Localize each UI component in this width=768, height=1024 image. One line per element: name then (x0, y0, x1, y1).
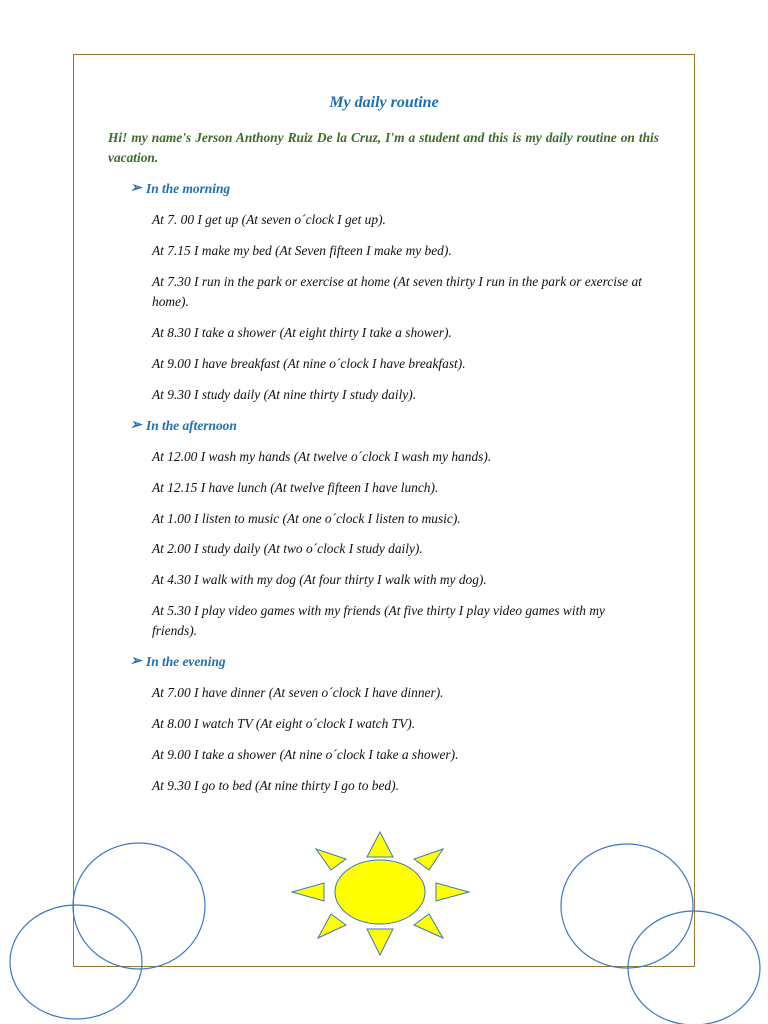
list-item: At 8.30 I take a shower (At eight thirty I take a shower). (152, 325, 452, 340)
list-item: At 5.30 I play video games with my friends (At five thirty I play video games with my friends). (152, 603, 605, 638)
section-heading-afternoon (130, 416, 237, 436)
list-item: At 9.30 I study daily (At nine thirty I study daily). (152, 387, 417, 402)
arrow-bullet-icon: ➢ (130, 181, 142, 196)
list-item: At 7.15 I make my bed (At Seven fifteen I make my bed). (152, 243, 452, 258)
list-item: At 9.30 I go to bed (At nine thirty I go to bed). (152, 778, 399, 793)
list-item: At 7.30 I run in the park or exercise at home (At seven thirty I run in the park or exercise at home). (152, 274, 642, 309)
arrow-bullet-icon: ➢ (130, 654, 142, 669)
list-item: At 9.00 I have breakfast (At nine o´clock I have breakfast). (152, 356, 466, 371)
list-item: At 12.15 I have lunch (At twelve fifteen I have lunch). (152, 480, 439, 495)
list-item: At 8.00 I watch TV (At eight o´clock I watch TV). (152, 716, 416, 731)
list-item: At 2.00 I study daily (At two o´clock I study daily). (152, 541, 423, 556)
list-item: At 4.30 I walk with my dog (At four thirty I walk with my dog). (152, 572, 487, 587)
section-heading-label: In the evening (146, 654, 226, 669)
arrow-bullet-icon: ➢ (130, 418, 142, 433)
section-heading-evening (130, 652, 226, 672)
list-item: At 12.00 I wash my hands (At twelve o´clock I wash my hands). (152, 449, 492, 464)
section-heading-label: In the afternoon (146, 418, 237, 433)
list-item: At 9.00 I take a shower (At nine o´clock I take a shower). (152, 747, 459, 762)
section-heading-morning (130, 179, 230, 199)
list-item: At 7.00 I have dinner (At seven o´clock I have dinner). (152, 685, 444, 700)
section-heading-label: In the morning (146, 181, 231, 196)
page-title: My daily routine (329, 94, 439, 111)
intro-paragraph: Hi! my name's Jerson Anthony Ruiz De la Cruz, I'm a student and this is my daily routine on this vacation. (108, 130, 659, 165)
list-item: At 1.00 I listen to music (At one o´clock I listen to music). (152, 511, 461, 526)
list-item: At 7. 00 I get up (At seven o´clock I get up). (152, 212, 386, 227)
